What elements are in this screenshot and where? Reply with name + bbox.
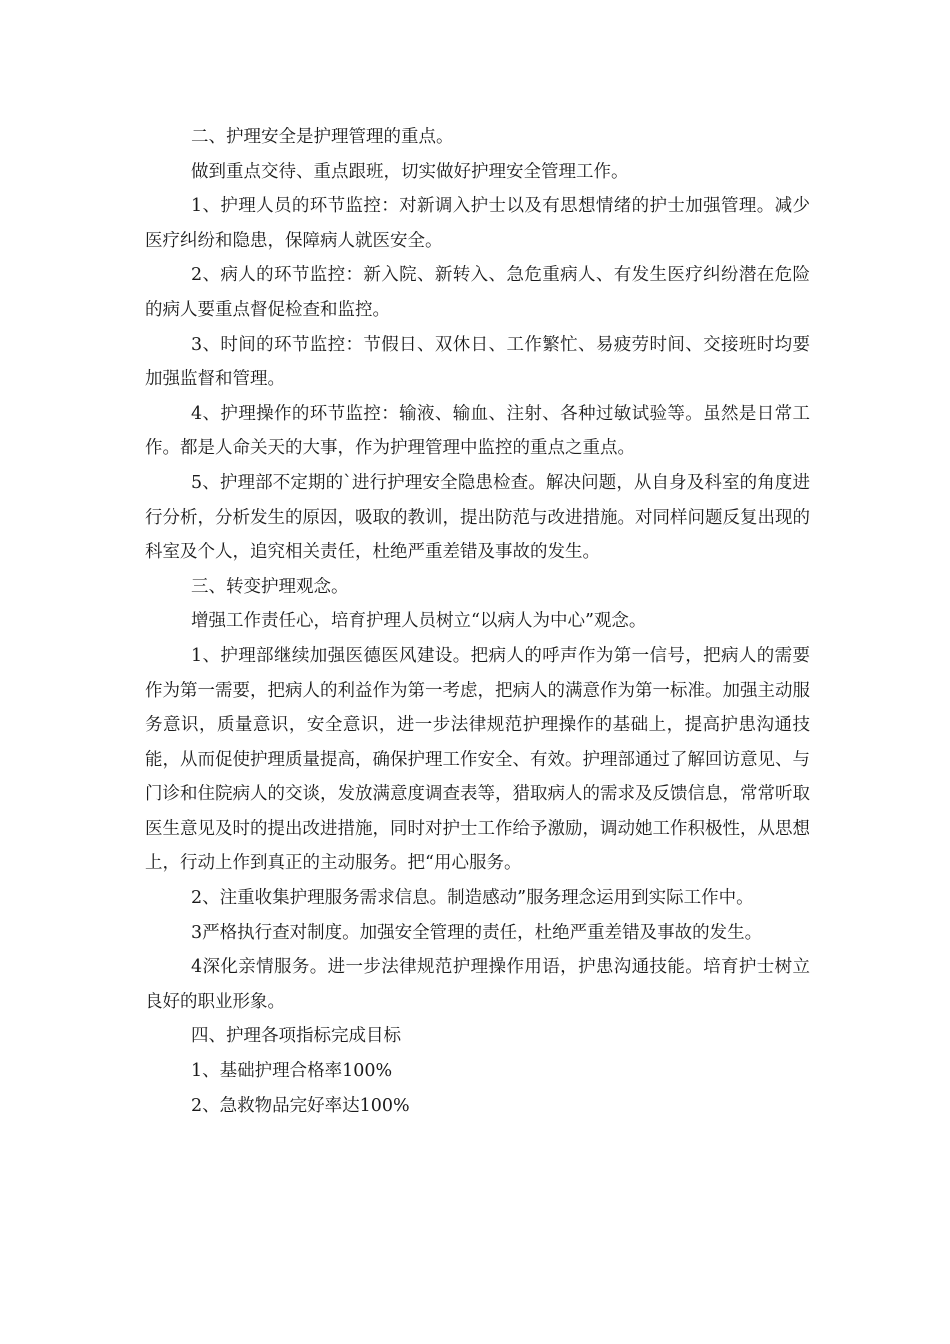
- document-body: [145, 120, 810, 1123]
- list-item: 3、时间的环节监控：节假日、双休日、工作繁忙、易疲劳时间、交接班时均要加强监督和管理。: [145, 334, 810, 390]
- paragraph: 增强工作责任心，培育护理人员树立“以病人为中心”观念。: [191, 611, 647, 632]
- list-item: 5、护理部不定期的`进行护理安全隐患检查。解决问题，从自身及科室的角度进行分析，分析发生的原因，吸取的教训，提出防范与改进措施。对同样问题反复出现的科室及个人，追究相关责任，杜绝严重差错及事故的发生。: [145, 472, 810, 563]
- paragraph: 做到重点交待、重点跟班，切实做好护理安全管理工作。: [191, 161, 629, 182]
- section-heading-3: 三、转变护理观念。: [191, 576, 349, 597]
- list-item: 1、护理部继续加强医德医风建设。把病人的呼声作为第一信号，把病人的需要作为第一需要，把病人的利益作为第一考虑，把病人的满意作为第一标准。加强主动服务意识，质量意识，安全意识，进一步法律规范护理操作的基础上，提高护患沟通技能，从而促使护理质量提高，确保护理工作安全、有效。护理部通过了解回访意见、与门诊和住院病人的交谈，发放满意度调查表等，猎取病人的需求及反馈信息，常常听取医生意见及时的提出改进措施，同时对护士工作给予激励，调动她工作积极性，从思想上，行动上作到真正的主动服务。把“用心服务。: [145, 645, 810, 874]
- list-item: 2、病人的环节监控：新入院、新转入、急危重病人、有发生医疗纠纷潜在危险的病人要重点督促检查和监控。: [145, 265, 810, 320]
- list-item: 4、护理操作的环节监控：输液、输血、注射、各种过敏试验等。虽然是日常工作。都是人命关天的大事，作为护理管理中监控的重点之重点。: [145, 403, 810, 459]
- section-heading-2: 二、护理安全是护理管理的重点。: [191, 127, 454, 147]
- list-item: 1、基础护理合格率100%: [191, 1061, 393, 1082]
- section-heading-4: 四、护理各项指标完成目标: [191, 1026, 401, 1047]
- list-item: 3严格执行查对制度。加强安全管理的责任，杜绝严重差错及事故的发生。: [191, 922, 763, 943]
- list-item: 1、护理人员的环节监控：对新调入护士以及有思想情绪的护士加强管理。减少医疗纠纷和隐患，保障病人就医安全。: [145, 196, 810, 251]
- list-item: 2、急救物品完好率达100%: [191, 1095, 410, 1116]
- list-item: 4深化亲情服务。进一步法律规范护理操作用语，护患沟通技能。培育护士树立良好的职业形象。: [145, 957, 810, 1012]
- list-item: 2、注重收集护理服务需求信息。制造感动”服务理念运用到实际工作中。: [191, 888, 754, 909]
